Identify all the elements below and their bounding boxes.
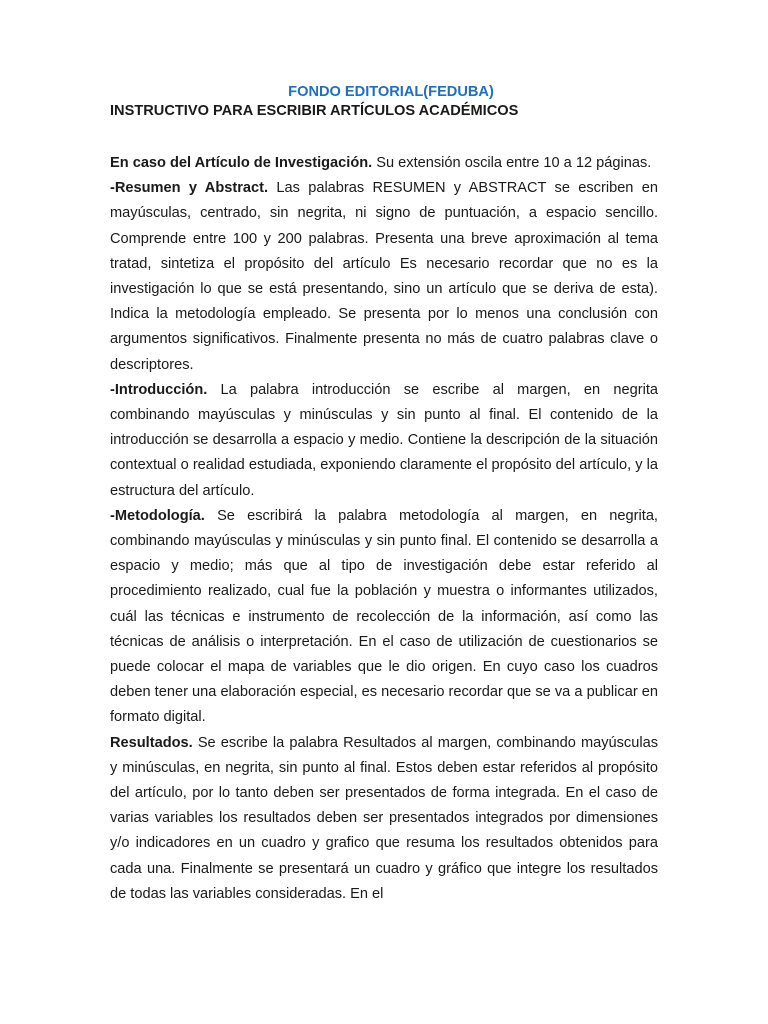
document-title: INSTRUCTIVO PARA ESCRIBIR ARTÍCULOS ACADÉMICOS	[110, 103, 519, 119]
document-body	[110, 83, 658, 907]
paragraph-text: Se escribirá la palabra metodología al margen, en negrita, combinando mayúsculas y minúsculas y sin punto final. El contenido se desarrolla a espacio y medio; más que al tipo de investigación debe estar referido al procedimiento realizado, cual fue la población y muestra o informantes utilizados, cuál las técnicas e instrumento de recolección de la información, así como las técnicas de análisis o interpretación. En el caso de utilización de cuestionarios se puede colocar el mapa de variables que le dio origen. En cuyo caso los cuadros deben tener una elaboración especial, es necesario recordar que se va a publicar en formato digital.	[110, 507, 658, 726]
paragraph-text: Se escribe la palabra Resultados al margen, combinando mayúsculas y minúsculas, en negrita, sin punto al final. Estos deben estar referidos al propósito del artículo, por lo tanto deben ser presentados de forma integrada. En el caso de varias variables los resultados deben ser presentados integrados por dimensiones y/o indicadores en un cuadro y grafico que resuma los resultados obtenidos para cada una. Finalmente se presentará un cuadro y gráfico que integre los resultados de todas las variables consideradas. En el	[110, 734, 658, 902]
paragraph-label: -Metodología.	[110, 507, 205, 524]
paragraph-text: Su extensión oscila entre 10 a 12 páginas.	[372, 155, 652, 171]
paragraph-label: -Introducción.	[110, 381, 208, 398]
paragraph-label: En caso del Artículo de Investigación.	[110, 155, 373, 171]
paragraph-articulo-investigacion	[110, 151, 658, 176]
paragraph-label: Resultados.	[110, 734, 193, 751]
paragraph-text: Las palabras RESUMEN y ABSTRACT se escriben en mayúsculas, centrado, sin negrita, ni signo de puntuación, a espacio sencillo. Comprende entre 100 y 200 palabras. Presenta una breve aproximación al tema tratad, sintetiza el propósito del artículo Es necesario recordar que no es la investigación lo que se está presentando, sino un artículo que se deriva de esta). Indica la metodología empleado. Se presenta por lo menos una conclusión con argumentos significativos. Finalmente presenta no más de cuatro palabras clave o descriptores.	[110, 180, 658, 373]
paragraph-text: La palabra introducción se escribe al margen, en negrita combinando mayúsculas y minúsculas y sin punto al final. El contenido de la introducción se desarrolla a espacio y medio. Contiene la descripción de la situación contextual o realidad estudiada, exponiendo claramente el propósito del artículo, y la estructura del artículo.	[110, 381, 658, 499]
paragraph-label: -Resumen y Abstract.	[110, 180, 269, 197]
paragraph-introduccion	[110, 378, 658, 504]
paragraph-resumen-abstract	[110, 176, 658, 378]
publisher-heading: FONDO EDITORIAL(FEDUBA)	[288, 84, 494, 100]
paragraph-metodologia	[110, 504, 658, 731]
paragraph-resultados	[110, 731, 658, 907]
